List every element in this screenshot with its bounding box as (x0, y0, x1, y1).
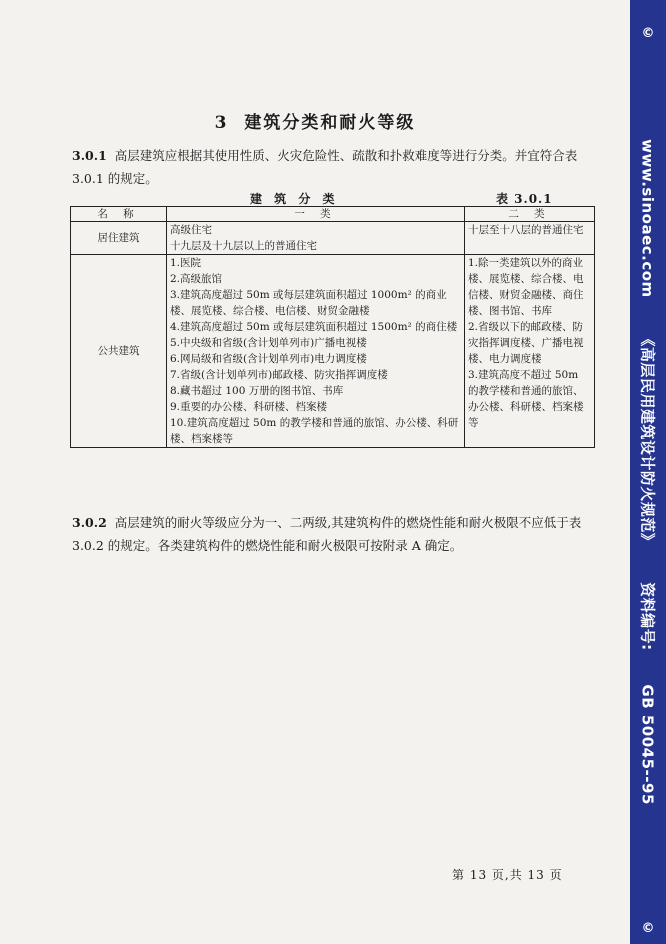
copyright-mark-top: © (641, 26, 655, 41)
section-heading (0, 108, 630, 133)
header-class-1: 一 类 (167, 207, 465, 222)
class-2-cell (465, 255, 595, 448)
section-title: 建筑分类和耐火等级 (244, 113, 416, 133)
class-1-cell (167, 255, 465, 448)
header-class-2: 二 类 (465, 207, 595, 222)
list-item: 9.重要的办公楼、科研楼、档案楼 (170, 401, 328, 413)
list-item: 10.建筑高度超过 50m 的教学楼和普通的旅馆、办公楼、科研楼、档案楼等 (170, 417, 459, 445)
list-item: 十九层及十九层以上的普通住宅 (170, 240, 317, 252)
list-item: 7.省级(含计划单列市)邮政楼、防灾指挥调度楼 (170, 369, 388, 381)
row-name: 居住建筑 (71, 222, 167, 255)
table-caption (72, 190, 594, 206)
list-item: 6.网局级和省级(含计划单列市)电力调度楼 (170, 353, 367, 365)
class-1-cell (167, 222, 465, 255)
list-item: 5.中央级和省级(含计划单列市)广播电视楼 (170, 337, 367, 349)
sidebar-url[interactable]: www.sinoaec.com (638, 139, 657, 298)
sidebar-id-label: 资料编号: (638, 582, 657, 651)
clause-text: 高层建筑的耐火等级应分为一、二两级,其建筑构件的燃烧性能和耐火极限不应低于表 3.0.2 的规定。各类建筑构件的燃烧性能和耐火极限可按附录 A 确定。 (72, 515, 582, 553)
section-number: 3 (214, 113, 229, 133)
table-row-residential (71, 222, 595, 255)
list-item: 3.建筑高度不超过 50m 的教学楼和普通的旅馆、办公楼、科研楼、档案楼等 (468, 369, 584, 429)
sidebar-doc-title: 《高层民用建筑设计防火规范》 (638, 331, 657, 549)
list-item: 高级住宅 (170, 224, 212, 236)
clause-text: 高层建筑应根据其使用性质、火灾危险性、疏散和扑救难度等进行分类。并宜符合表 3.0.1 的规定。 (72, 148, 578, 186)
table-title: 建 筑 分 类 (250, 192, 339, 206)
page-footer: 第 13 页,共 13 页 (452, 868, 563, 882)
list-item: 4.建筑高度超过 50m 或每层建筑面积超过 1500m² 的商住楼 (170, 321, 458, 333)
table-row-public (71, 255, 595, 448)
clause-3-0-1 (72, 144, 592, 190)
building-classification-table (70, 206, 595, 448)
list-item: 1.除一类建筑以外的商业楼、展览楼、综合楼、电信楼、财贸金融楼、商住楼、图书馆、书库 (468, 257, 584, 317)
list-item: 十层至十八层的普通住宅 (468, 224, 584, 236)
copyright-mark-bottom: © (641, 921, 655, 936)
sidebar-id-value: GB 50045--95 (638, 684, 657, 805)
sidebar-vertical-text (638, 125, 659, 819)
table-number: 表 3.0.1 (496, 192, 553, 206)
class-2-cell (465, 222, 595, 255)
header-name: 名 称 (71, 207, 167, 222)
publisher-sidebar (630, 0, 666, 944)
table-header-row (71, 207, 595, 222)
list-item: 2.省级以下的邮政楼、防灾指挥调度楼、广播电视楼、电力调度楼 (468, 321, 584, 365)
list-item: 2.高级旅馆 (170, 273, 223, 285)
row-name: 公共建筑 (71, 255, 167, 448)
clause-number: 3.0.1 (72, 148, 107, 163)
clause-3-0-2 (72, 511, 592, 557)
clause-number: 3.0.2 (72, 515, 107, 530)
list-item: 8.藏书超过 100 万册的图书馆、书库 (170, 385, 344, 397)
list-item: 3.建筑高度超过 50m 或每层建筑面积超过 1000m² 的商业楼、展览楼、综合楼、电信楼、财贸金融楼 (170, 289, 447, 317)
list-item: 1.医院 (170, 257, 202, 269)
